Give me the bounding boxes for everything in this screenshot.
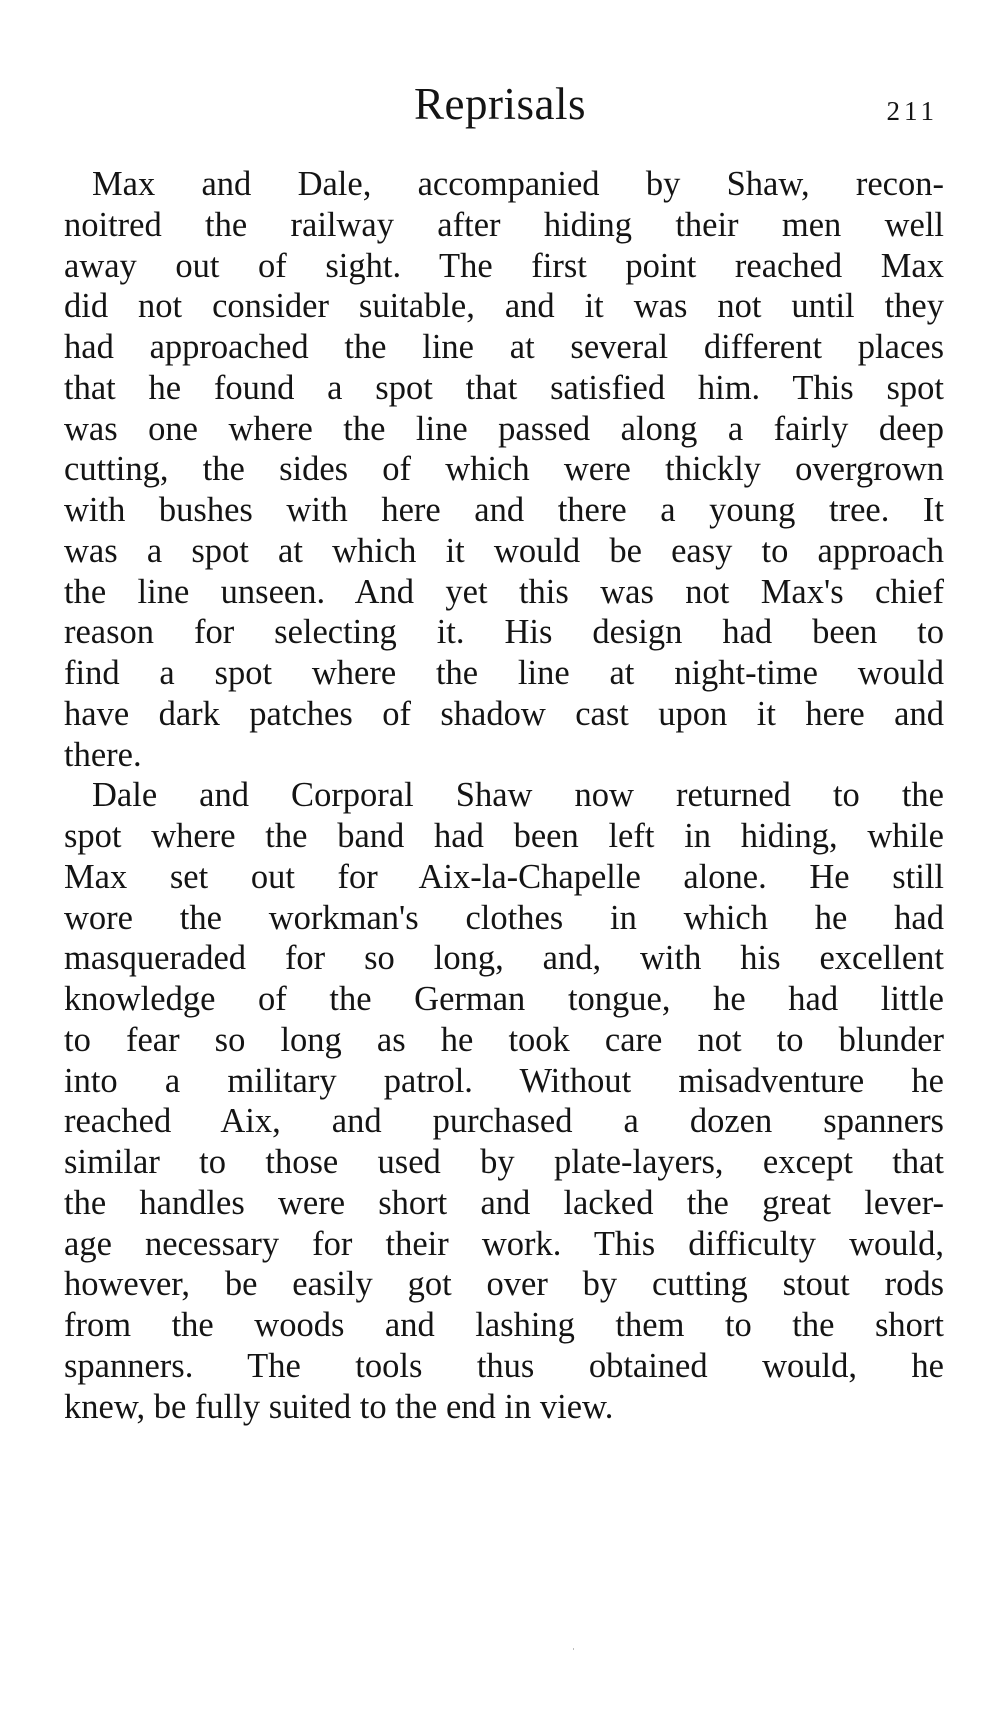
text-line: to fear so long as he took care not to blunder xyxy=(64,1020,944,1059)
text-line: away out of sight. The first point reached Max xyxy=(64,246,944,285)
text-line: that he found a spot that satisfied him. This spot xyxy=(64,368,944,407)
text-line: did not consider suitable, and it was not until they xyxy=(64,287,944,326)
page-number: 211 xyxy=(886,96,938,126)
text-line: reason for selecting it. His design had been to xyxy=(64,613,944,652)
text-line: there. xyxy=(64,735,142,774)
paragraph-1 xyxy=(64,164,944,775)
text-line: was a spot at which it would be easy to approach xyxy=(64,531,944,570)
text-line: Max set out for Aix-la-Chapelle alone. He still xyxy=(64,857,944,896)
text-line: find a spot where the line at night-time would xyxy=(64,654,944,692)
text-line: Max and Dale, accompanied by Shaw, recon- xyxy=(92,165,944,203)
text-line: knowledge of the German tongue, he had little xyxy=(64,980,944,1018)
text-line: knew, be fully suited to the end in view. xyxy=(64,1387,614,1426)
paper-speck xyxy=(573,1648,574,1650)
text-line: the handles were short and lacked the great lever- xyxy=(64,1183,944,1222)
text-line: noitred the railway after hiding their men well xyxy=(64,205,944,244)
chapter-title: Reprisals xyxy=(414,79,586,129)
text-line: had approached the line at several different places xyxy=(64,328,944,366)
text-line: Dale and Corporal Shaw now returned to the xyxy=(92,776,944,815)
text-line: was one where the line passed along a fairly deep xyxy=(64,409,944,448)
text-line: age necessary for their work. This difficulty would, xyxy=(64,1224,944,1263)
running-head xyxy=(0,78,1000,148)
text-line: with bushes with here and there a young tree. It xyxy=(64,491,944,529)
text-line: into a military patrol. Without misadventure he xyxy=(64,1061,944,1100)
paragraph-2 xyxy=(64,775,944,1427)
text-line: however, be easily got over by cutting stout rods xyxy=(64,1265,944,1304)
text-line: from the woods and lashing them to the short xyxy=(64,1306,944,1344)
text-line: the line unseen. And yet this was not Max's chief xyxy=(64,572,944,611)
text-line: spot where the band had been left in hiding, while xyxy=(64,817,944,855)
text-line: cutting, the sides of which were thickly overgrown xyxy=(64,450,944,489)
text-line: spanners. The tools thus obtained would, he xyxy=(64,1346,944,1385)
text-line: similar to those used by plate-layers, except that xyxy=(64,1143,944,1181)
text-line: reached Aix, and purchased a dozen spanners xyxy=(64,1102,944,1141)
text-line: wore the workman's clothes in which he had xyxy=(64,898,944,937)
body-text xyxy=(64,164,944,1427)
text-line: have dark patches of shadow cast upon it here and xyxy=(64,694,944,733)
text-line: masqueraded for so long, and, with his excellent xyxy=(64,939,944,978)
